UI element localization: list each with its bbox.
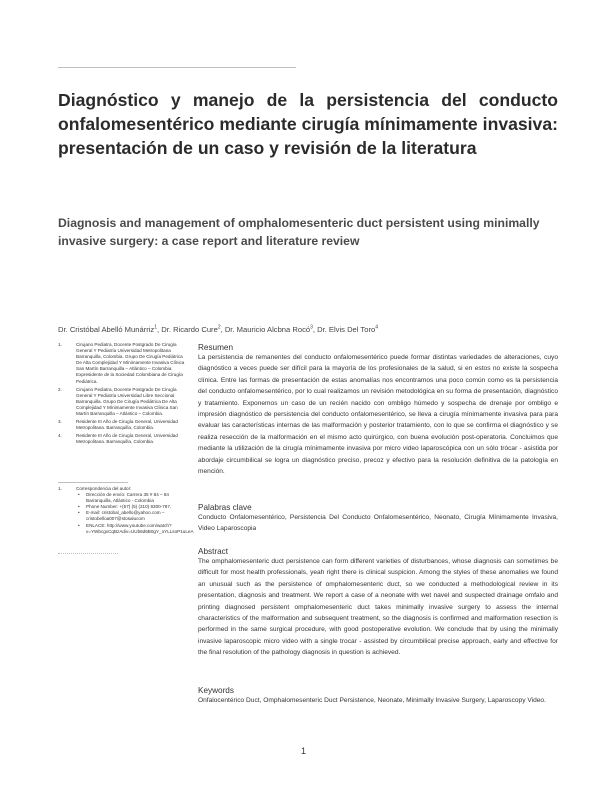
- author-list: [58, 324, 558, 334]
- correspondence-address: • Dirección de envío: Carrera 35 # 84 – 84 Barranquilla, Atlántico - Colombia: [82, 492, 188, 504]
- affiliation-4: 4. Residente III Año de Cirugía General, Universidad Metropolitana. Barranquilla, Colombia.: [58, 433, 178, 445]
- correspondence-rule: [58, 553, 118, 554]
- palabras-clave-heading: Palabras clave: [198, 503, 252, 512]
- affiliation-list: [58, 342, 188, 448]
- paper-title-english: Diagnosis and management of omphalomesenteric duct persistent using minimally invasive surgery: a case report and literature review: [58, 216, 540, 248]
- author-1: Dr. Cristóbal Abelló Munárriz$^1$,: [58, 324, 162, 334]
- keywords-body: Onfalocentérico Duct, Omphalomesenteric Duct Persistence, Neonate, Minimally Invasive Surgery, Laparoscopy Video.: [198, 697, 546, 704]
- author-2: Dr. Ricardo Cure$^2$,: [161, 324, 225, 334]
- correspondence-email[interactable]: • E-mail: cristobal_abello@yahoo.com – cristobelloa007@stosalucom: [82, 510, 188, 522]
- correspondence-heading: 1. Correspondencia del autor:: [58, 486, 132, 491]
- abstract-body: The omphalomesenteric duct persistence can form different varieties of disturbances, whose diagnosis can sometimes be difficult for most health professionals, yeah right there is clinical suspicion. Among the styles of these anomalies we found an unusual such as the persistence of omphalomesenteric duct, so we conducted a methodological review in its presentation, diagnosis and treatment. We report a case of a neonate with wet navel and suspected drainage omfalo and printing diagnosed persistent omphalomesenteric duct takes minimally invasive surgery to assess the internal characteristics of the malformation and subsequent treatment, so the diagnosis is confirmed and malformation resection is performed in the same surgical procedure, with good postoperative evolution. We conclude that by using the minimally invasive laparoscopic micro video with a single trocar - assisted by circumbilical precise approach, early and effective for the final resolution of the pathology diagnosis in question is achieved.: [198, 558, 558, 657]
- keywords-heading: Keywords: [198, 686, 234, 695]
- affiliation-rule: [58, 482, 128, 483]
- correspondence-link[interactable]: • ENLACE: http://www.youtube.com/watch?v=YWbcgxCqBzAdiv=UUb6d6B0gY_oYLLsoP1uLeA: [82, 523, 188, 535]
- author-3: Dr. Mauricio Alcbna Rocó$^3$,: [224, 324, 318, 334]
- resumen-heading: Resumen: [198, 343, 234, 352]
- correspondence-list: [58, 492, 194, 535]
- correspondence-phone: • Phone Number: +(57) (5) (310) 8300-787,: [82, 504, 188, 510]
- paper-title-spanish: Diagnóstico y manejo de la persistencia del conducto onfalomesentérico mediante cirugía mínimamente invasiva: presentación de un caso y revisión de la literatura: [58, 90, 558, 158]
- correspondence-block: [58, 486, 194, 535]
- affiliation-1: 1. Cirujano Pediatra, Docente Postgrado De Cirugía General Y Pediatría Universidad Metropolitana Barranquilla, Colombia. Grupo De Cirugía Pediátrica De Alta Complejidad Y Mínimamente Invasiva Clínica San Martín Barranquilla – Atlántico – Colombia. Expresidente de la Sociedad Colombiana de Cirugía Pediátrica.: [58, 342, 185, 384]
- abstract-heading: Abstract: [198, 547, 229, 556]
- author-4: Dr. Elvis Del Toro$^4$: [317, 324, 378, 334]
- affiliation-2: 2. Cirujano Pediatra, Docente Postgrado De Cirugía General Y Pediatría Universidad Libre Seccional Barranquilla. Grupo De Cirugía Pediátrica De Alta Complejidad Y Mínimamente Invasiva Clínica San Martín Barranquilla – Atlántico – Colombia.: [58, 386, 178, 417]
- affiliation-3: 3. Residente III Año de Cirugía General, Universidad Metropolitana. Barranquilla, Colombia.: [58, 419, 178, 431]
- resumen-body: La persistencia de remanentes del conducto onfalomesentérico puede formar distintas variedades de alteraciones, cuyo diagnóstico a veces puede ser difícil para la mayoría de los profesionales de la salud, si en estos no existe la sospecha clínica. Entre las formas de presentación de estas anomalías nos encontramos una poco común como es la persistencia del conducto onfalomesentérico, por lo cual realizamos un revisión metodológica en su forma de presentación, diagnóstico y tratamiento. Exponemos un caso de un recién nacido con ombligo húmedo y sospecha de drenaje por ombligo e impresión diagnóstico de persistencia del conducto onfalomesentérico, se lleva a cirugía mínimamente invasiva para para evaluar las características internas de las malformación y posterior tratamiento, con lo que se confirma el diagnóstico y se realiza resección de la malformación en el mismo acto quirúrgico, con buena evolución post-operatoria. Concluimos que mediante la utilización de la cirugía mínimamente invasiva por micro video laparoscópica con un sólo trócar - asistida por abordaje circumbilical se logra un diagnóstico preciso, precoz y efectivo para la resolución definitiva de la patología en mención.: [198, 354, 558, 476]
- page-number: 1: [301, 746, 307, 756]
- palabras-clave-body: Conducto Onfalomesentérico, Persistencia Del Conducto Onfalomesentérico, Neonato, Cirugía Mínimamente Invasiva, Video Laparoscopia: [198, 514, 558, 533]
- header-rule: [58, 67, 296, 68]
